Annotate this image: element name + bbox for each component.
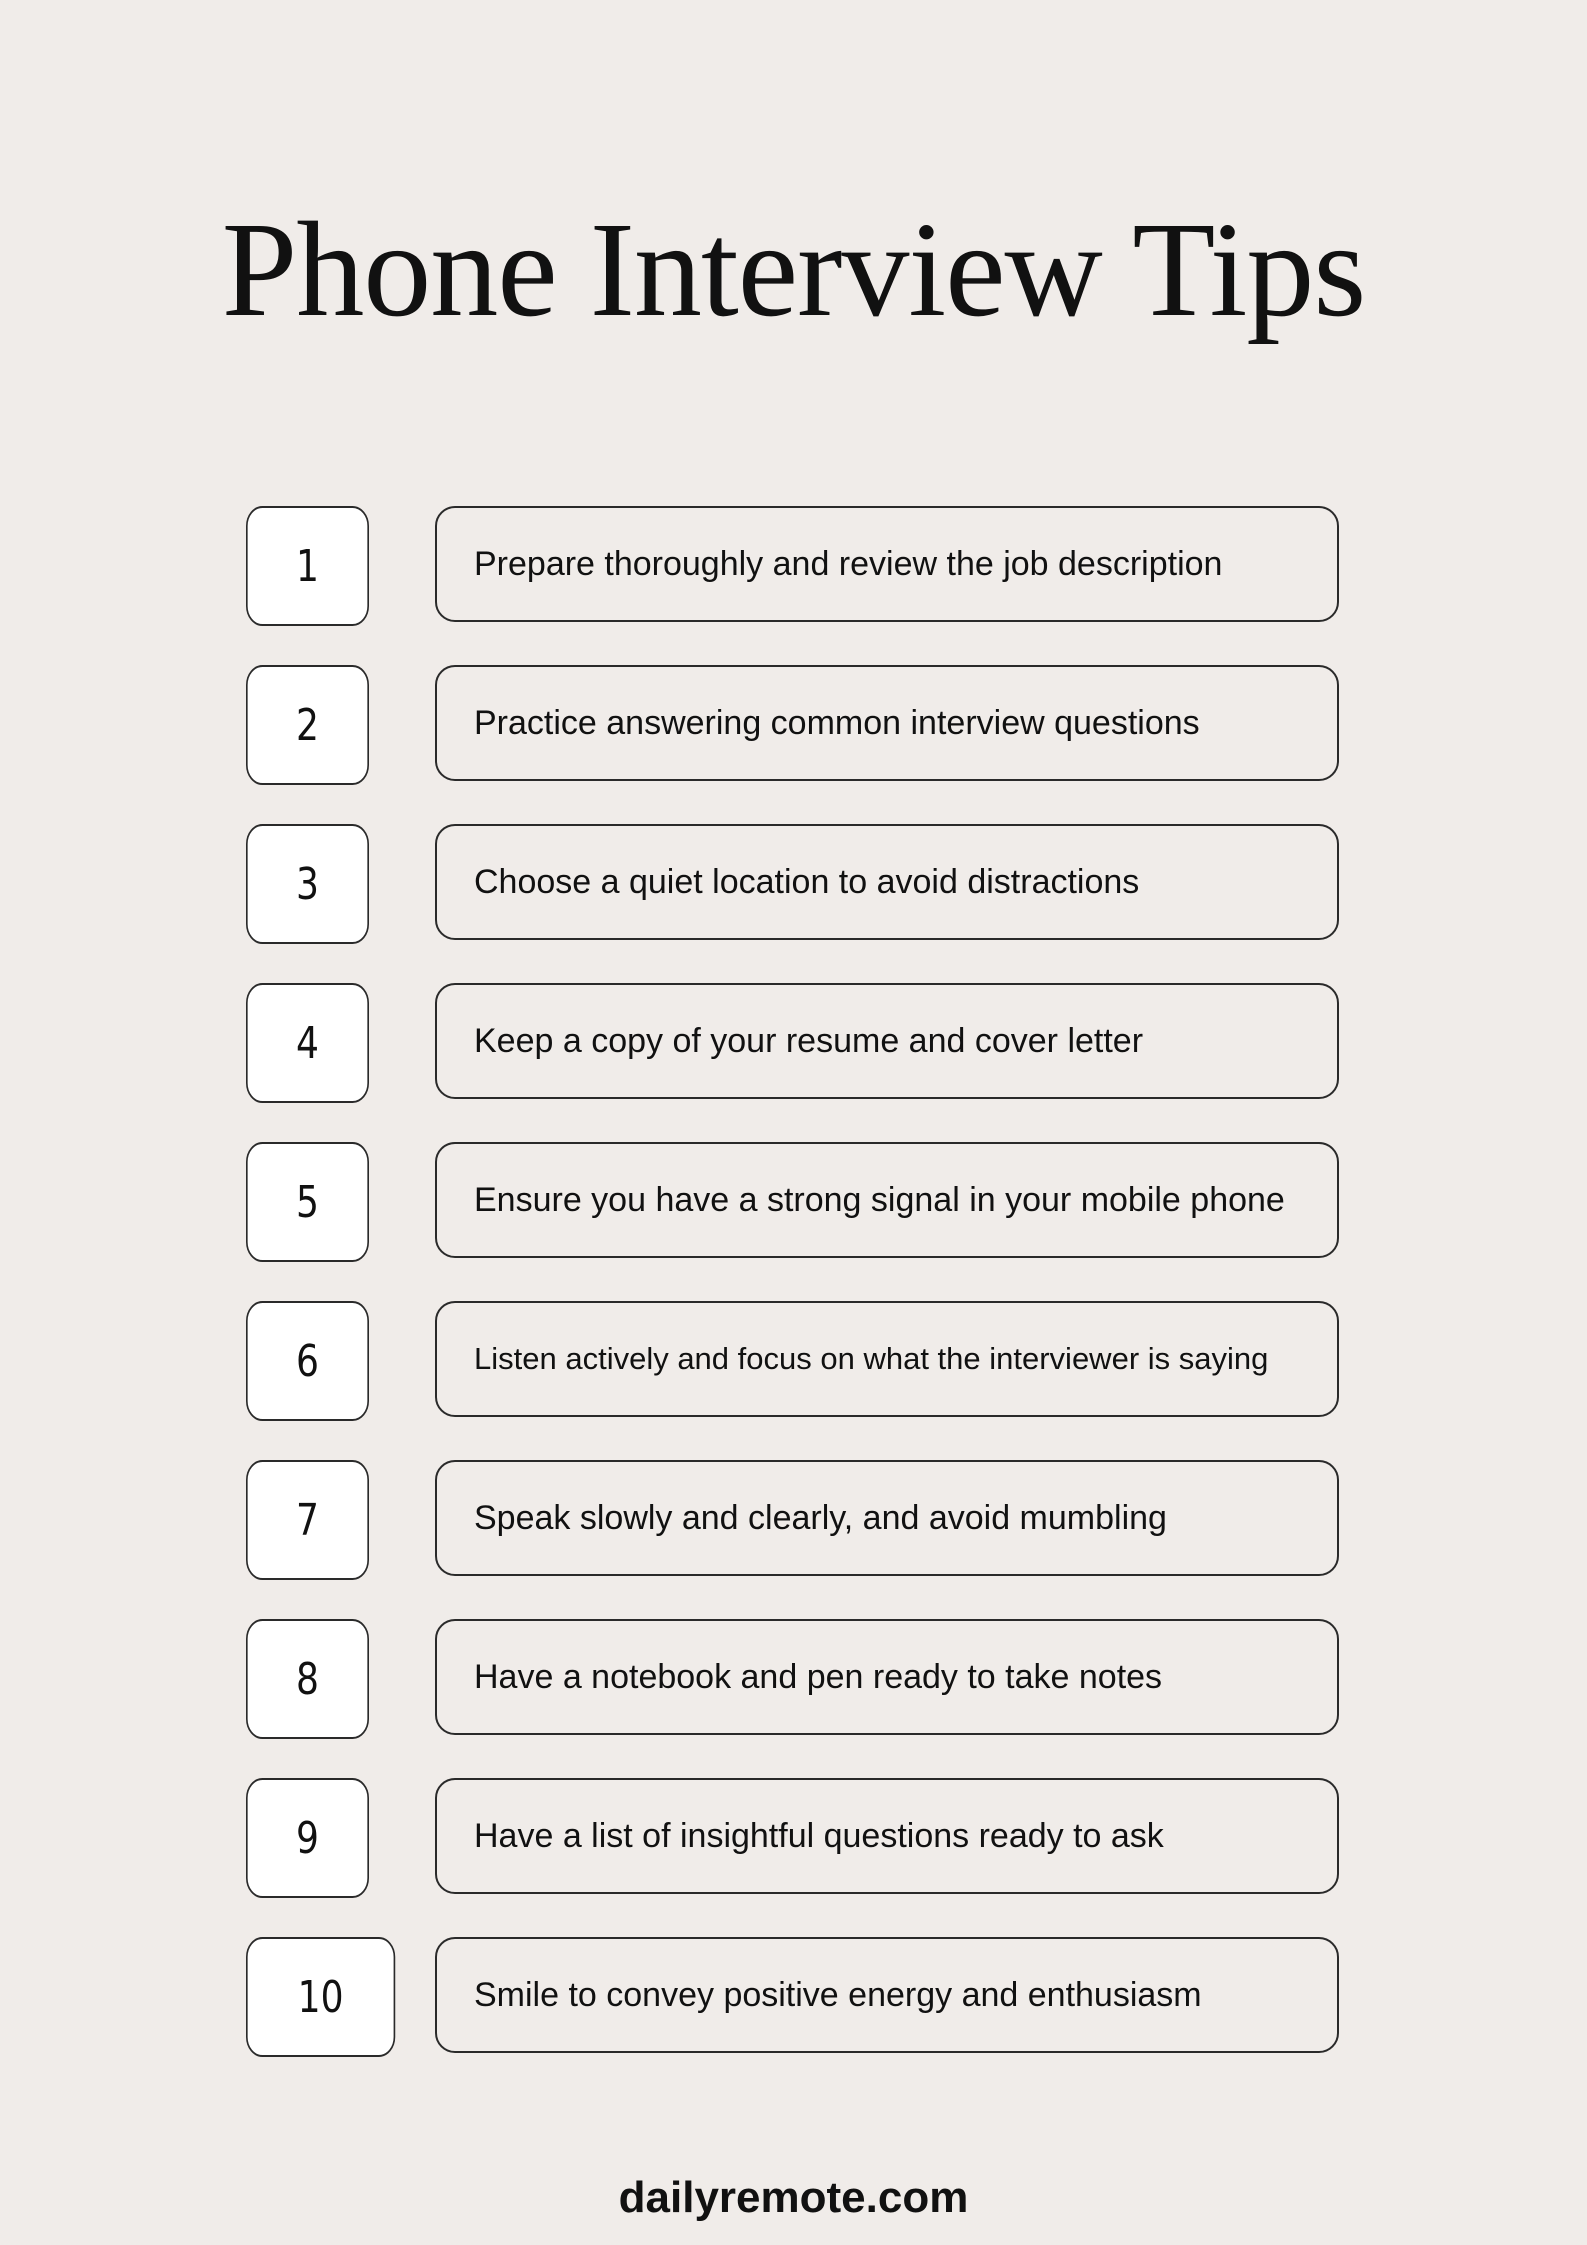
tip-number-box xyxy=(246,1619,369,1739)
tip-text-box xyxy=(435,665,1339,781)
tip-row xyxy=(246,665,1341,785)
tip-text-box xyxy=(435,506,1339,622)
tip-number: 10 xyxy=(297,1971,344,2023)
tip-text-box xyxy=(435,1142,1339,1258)
tip-number: 7 xyxy=(296,1494,319,1546)
tip-row xyxy=(246,983,1341,1103)
tip-number: 1 xyxy=(296,540,319,592)
tip-text: Speak slowly and clearly, and avoid mumbling xyxy=(474,1498,1167,1537)
tip-number-box xyxy=(246,506,369,626)
tip-text: Smile to convey positive energy and enthusiasm xyxy=(474,1975,1202,2014)
tip-row xyxy=(246,1142,1341,1262)
tip-number-box xyxy=(246,824,369,944)
tip-text-box xyxy=(435,1937,1339,2053)
tip-number: 8 xyxy=(296,1653,319,1705)
tip-text-box xyxy=(435,1301,1339,1417)
tip-text-box xyxy=(435,1460,1339,1576)
tip-number: 9 xyxy=(296,1812,319,1864)
tip-number-box xyxy=(246,1301,369,1421)
tip-number-box xyxy=(246,1937,395,2057)
tip-text-box xyxy=(435,1778,1339,1894)
tip-row xyxy=(246,1460,1341,1580)
tip-number: 6 xyxy=(296,1335,319,1387)
tip-row xyxy=(246,1301,1341,1421)
tip-row xyxy=(246,506,1341,626)
tip-number-box xyxy=(246,1460,369,1580)
tip-row xyxy=(246,1619,1341,1739)
tip-number: 4 xyxy=(296,1017,319,1069)
tip-text: Have a notebook and pen ready to take notes xyxy=(474,1657,1163,1696)
tip-text: Listen actively and focus on what the interviewer is saying xyxy=(474,1341,1269,1376)
tip-number: 5 xyxy=(296,1176,319,1228)
tip-number: 2 xyxy=(296,699,319,751)
tip-text: Prepare thoroughly and review the job description xyxy=(474,544,1223,583)
tip-number-box xyxy=(246,1778,369,1898)
tips-list xyxy=(246,506,1341,2096)
page-title: Phone Interview Tips xyxy=(221,195,1366,345)
tip-text: Practice answering common interview questions xyxy=(474,703,1200,742)
tip-text: Ensure you have a strong signal in your mobile phone xyxy=(474,1180,1285,1219)
tip-text: Keep a copy of your resume and cover letter xyxy=(474,1021,1144,1060)
tip-number-box xyxy=(246,1142,369,1262)
tip-text: Have a list of insightful questions ready to ask xyxy=(474,1816,1164,1855)
tip-text: Choose a quiet location to avoid distractions xyxy=(474,862,1140,901)
tip-row xyxy=(246,1778,1341,1898)
tip-number-box xyxy=(246,983,369,1103)
tip-text-box xyxy=(435,1619,1339,1735)
tip-text-box xyxy=(435,983,1339,1099)
footer-site-url: dailyremote.com xyxy=(618,2173,969,2222)
tip-number: 3 xyxy=(296,858,319,910)
tip-number-box xyxy=(246,665,369,785)
tip-text-box xyxy=(435,824,1339,940)
tip-row xyxy=(246,1937,1341,2057)
tip-row xyxy=(246,824,1341,944)
